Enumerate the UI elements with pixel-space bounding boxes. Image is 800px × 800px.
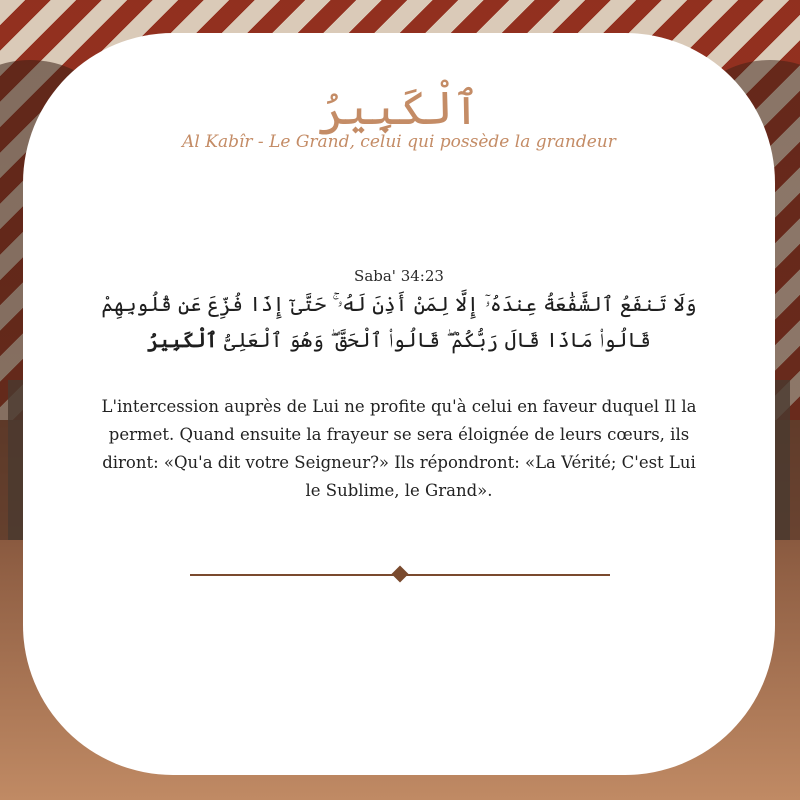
translation-text: L'intercession auprès de Lui ne profite qu'à celui en faveur duquel Il la permet. Quand ensuite la frayeur se sera éloignée de leurs cœurs, ils diront: «Qu'a dit votre Seigneur?» Ils répondront: «La Vérité; C'est Lui le Sublime, le Grand». <box>101 397 697 500</box>
verse-text: وَلَا تَنفَعُ ٱلشَّفَٰعَةُ عِندَهُۥٓ إِلَّا لِمَنْ أَذِنَ لَهُۥ ۚ حَتَّىٰٓ إِذَا فُزِّعَ عَن قُلُوبِهِمْ قَالُوا۟ مَاذَا قَالَ رَبُّكُمْ ۖ قَالُوا۟ ٱلْحَقَّ ۖ وَهُوَ ٱلْعَلِىُّ <box>101 292 697 352</box>
arabic-title: ٱلْكَبِيرُ <box>318 81 480 135</box>
content-card <box>23 33 775 775</box>
arabic-verse <box>93 286 705 358</box>
verse-highlight: ٱلْكَبِيرُ <box>147 328 218 352</box>
ornament-divider <box>190 566 610 586</box>
verse-reference: Saba' 34:23 <box>354 267 444 285</box>
subtitle: Al Kabîr - Le Grand, celui qui possède la grandeur <box>182 132 616 152</box>
diamond-icon <box>392 566 409 583</box>
